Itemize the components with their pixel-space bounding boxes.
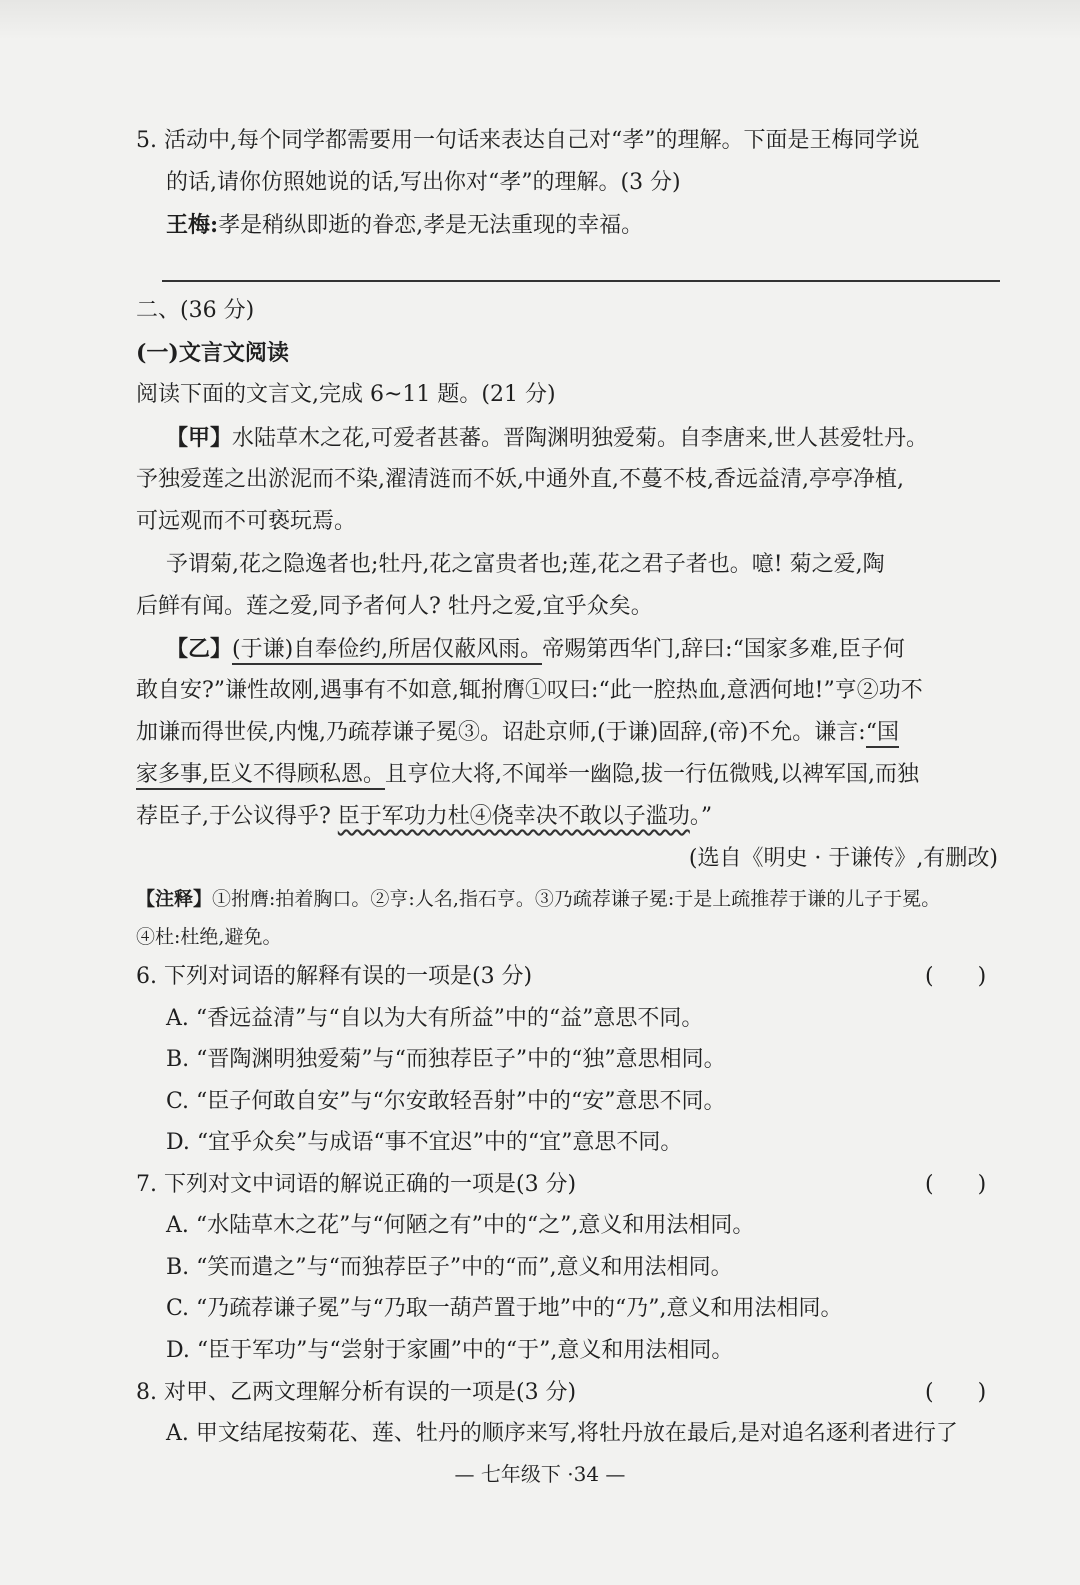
q5-speaker: 王梅: — [166, 212, 219, 238]
passage-b-underlined-2a: “国 — [866, 720, 899, 748]
q5-example-text: 孝是稍纵即逝的眷恋,孝是无法重现的幸福。 — [218, 213, 644, 238]
passage-b-line4 — [136, 758, 1006, 792]
passage-a-text1: 水陆草木之花,可爱者甚蕃。晋陶渊明独爱菊。自李唐来,世人甚爱牡丹。 — [232, 426, 929, 451]
q5-stem-line1: 5. 活动中,每个同学都需要用一句话来表达自己对“孝”的理解。下面是王梅同学说 — [136, 128, 920, 153]
passage-b-line3 — [136, 716, 1006, 750]
passage-source: (选自《明史 · 于谦传》,有删改) — [688, 846, 998, 871]
q6-stem: 6. 下列对词语的解释有误的一项是(3 分) — [136, 964, 533, 989]
q7-answer-blank[interactable]: ( ) — [925, 1172, 987, 1197]
notes-line1 — [136, 882, 1006, 916]
q7-option-b: B. “笑而遣之”与“而独荐臣子”中的“而”,意义和用法相同。 — [166, 1255, 733, 1280]
page-footer: — 七年级下 ·34 — — [454, 1462, 626, 1486]
passage-b-text1: 帝赐第西华门,辞曰:“国家多难,臣子何 — [542, 637, 905, 662]
passage-b-text3: 加谦而得世侯,内愧,乃疏荐谦子冕③。诏赴京师,(于谦)固辞,(帝)不允。谦言: — [136, 720, 866, 745]
passage-a-line2: 予独爱莲之出淤泥而不染,濯清涟而不妖,中通外直,不蔓不枝,香远益清,亭亭净植, — [136, 467, 904, 492]
q6-answer-blank[interactable]: ( ) — [925, 964, 987, 989]
q5-stem-line2: 的话,请你仿照她说的话,写出你对“孝”的理解。(3 分) — [166, 170, 681, 195]
notes-label: 【注释】 — [136, 888, 213, 910]
q6-option-c: C. “臣子何敢自安”与“尔安敢轻吾射”中的“安”意思不同。 — [166, 1089, 726, 1114]
page-top-shadow — [0, 0, 1080, 40]
passage-a-line1 — [166, 421, 1036, 456]
q6-option-d: D. “宜乎众矣”与成语“事不宜迟”中的“宜”意思不同。 — [166, 1130, 683, 1155]
q6-option-b: B. “晋陶渊明独爱菊”与“而独荐臣子”中的“独”意思相同。 — [166, 1047, 726, 1072]
passage-b-line1 — [166, 632, 1036, 667]
section2-instruction: 阅读下面的文言文,完成 6~11 题。(21 分) — [136, 382, 556, 407]
passage-b-text4: 且亨位大将,不闻举一幽隐,拔一行伍微贱,以裨军国,而独 — [385, 762, 919, 787]
notes-text1: ①拊膺:拍着胸口。②亨:人名,指石亨。③乃疏荐谦子冕:于是上疏推荐于谦的儿子于冕。 — [212, 888, 941, 910]
passage-b-text5: 荐臣子,于公议得乎? — [136, 804, 338, 829]
passage-b-label: 【乙】 — [166, 636, 233, 662]
passage-b-underlined-1: (于谦)自奉俭约,所居仅蔽风雨。 — [232, 637, 542, 665]
passage-a-line3: 可远观而不可亵玩焉。 — [136, 509, 357, 534]
q5-answer-line[interactable] — [162, 280, 1000, 282]
q8-stem: 8. 对甲、乙两文理解分析有误的一项是(3 分) — [136, 1380, 577, 1405]
q7-option-c: C. “乃疏荐谦子冕”与“乃取一葫芦置于地”中的“乃”,意义和用法相同。 — [166, 1296, 843, 1321]
q8-option-a: A. 甲文结尾按菊花、莲、牡丹的顺序来写,将牡丹放在最后,是对追名逐利者进行了 — [166, 1421, 958, 1446]
passage-b-underlined-2b: 家多事,臣义不得顾私恩。 — [136, 762, 385, 790]
section2-part1-title: (一)文言文阅读 — [136, 340, 289, 366]
passage-b-wavy-underlined: 臣于军功力杜④侥幸决不敢以子滥功 — [337, 804, 690, 829]
q6-option-a: A. “香远益清”与“自以为大有所益”中的“益”意思不同。 — [166, 1006, 704, 1031]
q7-option-a: A. “水陆草木之花”与“何陋之有”中的“之”,意义和用法相同。 — [166, 1213, 755, 1238]
passage-a-line5: 后鲜有闻。莲之爱,同予者何人? 牡丹之爱,宜乎众矣。 — [136, 594, 653, 619]
q7-stem: 7. 下列对文中词语的解说正确的一项是(3 分) — [136, 1172, 577, 1197]
passage-b-text5-end: 。” — [689, 804, 713, 829]
passage-b-line5 — [136, 800, 1006, 834]
passage-a-label: 【甲】 — [166, 425, 233, 451]
q8-answer-blank[interactable]: ( ) — [925, 1380, 987, 1405]
notes-line2: ④杜:杜绝,避免。 — [136, 926, 282, 948]
passage-b-line2: 敢自安?”谦性故刚,遇事有不如意,辄拊膺①叹曰:“此一腔热血,意洒何地!”亨②功不 — [136, 678, 923, 703]
q5-example — [166, 208, 1036, 243]
section2-heading: 二、(36 分) — [136, 298, 255, 323]
q7-option-d: D. “臣于军功”与“尝射于家圃”中的“于”,意义和用法相同。 — [166, 1338, 734, 1363]
passage-a-line4: 予谓菊,花之隐逸者也;牡丹,花之富贵者也;莲,花之君子者也。噫! 菊之爱,陶 — [166, 552, 885, 577]
